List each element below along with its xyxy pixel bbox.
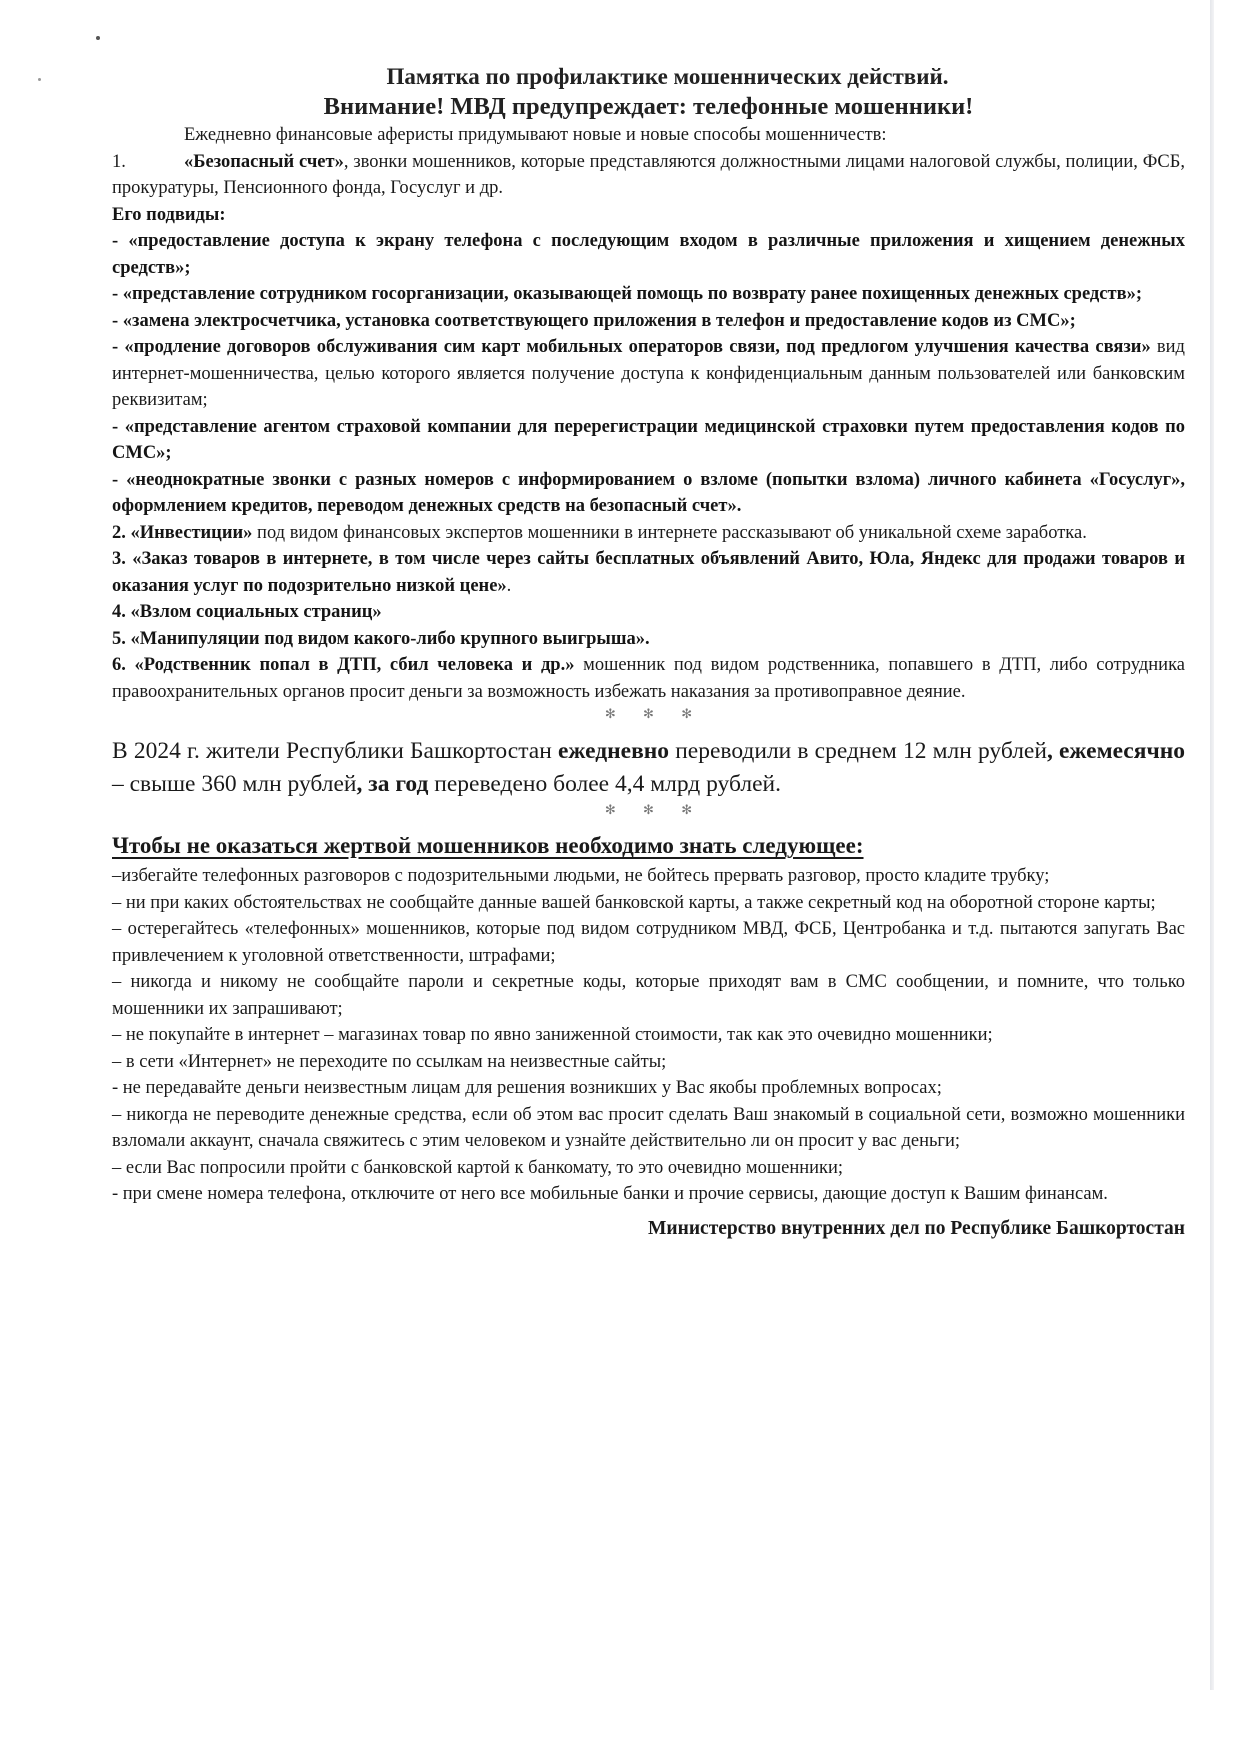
advice-item: – в сети «Интернет» не переходите по ссылкам на неизвестные сайты; (112, 1051, 667, 1072)
document-page (112, 62, 1185, 1244)
advice-item: - при смене номера телефона, отключите от него все мобильные банки и прочие сервисы, дающие доступ к Вашим финансам. (112, 1184, 1108, 1204)
stats-bold: , за год (356, 771, 429, 797)
scheme-item (112, 520, 1185, 547)
asterism-separator: ✻ ✻ ✻ (604, 802, 705, 817)
subtype-item (112, 334, 1185, 414)
document-title: Памятка по профилактике мошеннических действий. (386, 64, 949, 89)
item-text: , звонки мошенников, которые представляются должностными лицами налоговой службы, полиции, ФСБ, прокуратуры, Пенсионного фонда, Госуслуг и др. (112, 151, 1185, 198)
scheme-title: 4. «Взлом социальных страниц» (112, 602, 382, 622)
advice-heading: Чтобы не оказаться жертвой мошенников необходимо знать следующее: (112, 833, 864, 858)
subtype-item (112, 228, 1185, 281)
stats-text: переводили в среднем 12 млн рублей (669, 738, 1047, 764)
advice-item: – никогда не переводите денежные средства, если об этом вас просит сделать Ваш знакомый в социальной сети, возможно мошенники взломали аккаунт, сначала свяжитесь с этим человеком и узнайте действительно ли он просит у вас деньги; (112, 1104, 1185, 1151)
scheme-item (112, 546, 1185, 599)
scan-speck (96, 36, 100, 40)
advice-item: – не покупайте в интернет – магазинах товар по явно заниженной стоимости, так как это очевидно мошенники; (112, 1025, 993, 1045)
scheme-text: мошенник под видом родственника, попавшего в ДТП, либо сотрудника правоохранительных органов просит деньги за возможность избежать наказания за противоправное деяние. (112, 655, 1185, 702)
subtype-item (112, 467, 1185, 520)
stats-text: переведено более 4,4 млрд рублей. (428, 771, 781, 797)
subtype-bold: - «замена электросчетчика, установка соответствующего приложения в телефон и предоставление кодов из СМС»; (112, 310, 1076, 331)
item-title: «Безопасный счет» (184, 151, 344, 172)
subtype-bold: - «представление агентом страховой компании для перерегистрации медицинской страховки путем предоставления кодов по СМС»; (112, 416, 1185, 463)
subtype-bold: - «продление договоров обслуживания сим карт мобильных операторов связи, под предлогом улучшения качества связи» (112, 337, 1151, 357)
subtypes-label-text: Его подвиды: (112, 204, 226, 225)
scheme-item (112, 599, 1185, 626)
scan-speck (38, 78, 41, 81)
document-subtitle: Внимание! МВД предупреждает: телефонные мошенники! (323, 93, 974, 120)
stats-text: – свыше 360 млн рублей (112, 771, 357, 797)
subtype-bold: - «неоднократные звонки с разных номеров с информированием о взломе (попытки взлома) личного кабинета «Госуслуг», оформлением кредитов, переводом денежных средств на безопасный счет». (112, 469, 1185, 516)
scheme-title: 3. «Заказ товаров в интернете, в том числе через сайты бесплатных объявлений Авито, Юла, Яндекс для продажи товаров и оказания услуг по подозрительно низкой цене» (112, 549, 1185, 596)
stats-text: В 2024 г. жители Республики Башкортостан (112, 738, 558, 764)
signature: Министерство внутренних дел по Республике Башкортостан (647, 1217, 1185, 1239)
subtypes-label (112, 202, 1185, 229)
advice-item: – ни при каких обстоятельствах не сообщайте данные вашей банковской карты, а также секретный код на оборотной стороне карты; (112, 892, 1156, 913)
scheme-text: . (506, 575, 512, 596)
subtype-item (112, 414, 1185, 467)
page-edge-shadow (1210, 0, 1214, 1690)
asterism-separator: ✻ ✻ ✻ (604, 706, 705, 721)
item-number: 1. (112, 151, 126, 172)
advice-item: – никогда и никому не сообщайте пароли и секретные коды, которые приходят вам в СМС сообщении, и помните, что только мошенники их запрашивают; (112, 972, 1185, 1019)
advice-item: – если Вас попросили пройти с банковской картой к банкомату, то это очевидно мошенники; (112, 1157, 844, 1178)
scheme-item (112, 626, 1185, 653)
scheme-title: 6. «Родственник попал в ДТП, сбил человека и др.» (112, 655, 575, 675)
intro-paragraph: Ежедневно финансовые аферисты придумывают новые и новые способы мошенничеств: (184, 125, 887, 145)
stats-bold: , ежемесячно (1046, 738, 1185, 764)
advice-item: –избегайте телефонных разговоров с подозрительными людьми, не бойтесь прервать разговор, просто кладите трубку; (112, 866, 1050, 886)
scheme-item-1 (112, 149, 1185, 202)
subtype-bold: - «предоставление доступа к экрану телефона с последующим входом в различные приложения и хищением денежных средств»; (112, 231, 1185, 278)
scheme-text: под видом финансовых экспертов мошенники в интернете рассказывают об уникальной схеме заработка. (252, 522, 1087, 543)
scheme-title: 5. «Манипуляции под видом какого-либо крупного выигрыша». (112, 628, 650, 649)
subtype-item (112, 281, 1185, 308)
subtype-bold: - «представление сотрудником госорганизации, оказывающей помощь по возврату ранее похищенных денежных средств»; (112, 284, 1142, 304)
scheme-title: 2. «Инвестиции» (112, 522, 253, 543)
scheme-item (112, 652, 1185, 705)
stats-bold: ежедневно (557, 738, 670, 764)
advice-item: – остерегайтесь «телефонных» мошенников, которые под видом сотрудником МВД, ФСБ, Центробанка и т.д. пытаются запугать Вас привлечением к уголовной ответственности, штрафами; (112, 919, 1185, 966)
advice-item: - не передавайте деньги неизвестным лицам для решения возникших у Вас якобы проблемных вопросах; (112, 1078, 942, 1098)
statistics-paragraph (112, 735, 1185, 801)
subtype-item (112, 308, 1185, 335)
subtype-text: вид интернет-мошенничества, целью которого является получение доступа к конфиденциальным данным пользователей или банковским реквизитам; (112, 337, 1185, 410)
